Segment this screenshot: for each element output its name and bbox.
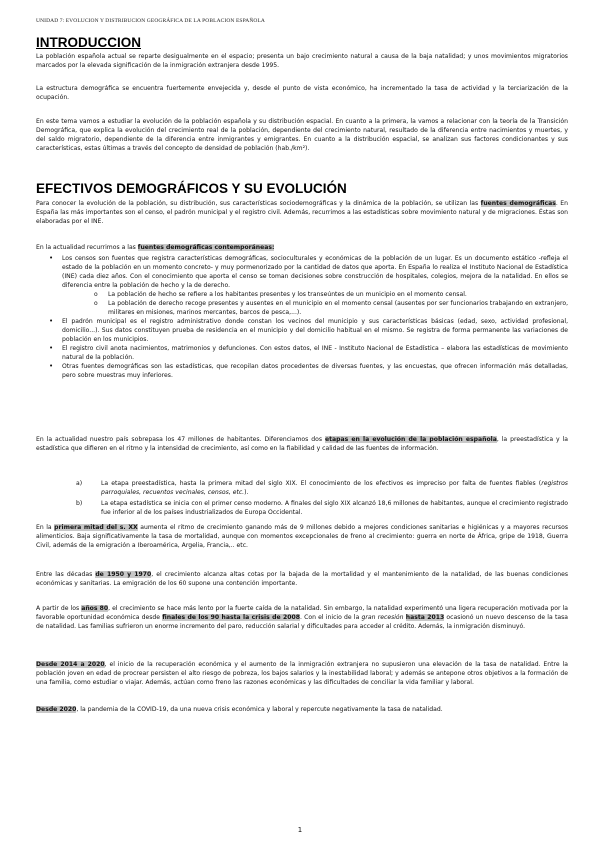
etapa-preestadistica: a) La etapa preestadística, hasta la primera mitad del siglo XIX. El conocimiento de los efectivos es impreciso por falta de fuentes fiables (registros parroquiales, recuentos vecinales, censos, etc.). [76, 480, 568, 496]
efectivos-paragraph-4: En la primera mitad del s. XX aumenta el ritmo de crecimiento ganando más de 9 millones debido a mejores condiciones sanitarias e higiénicas y a mayores recursos alimenticios. Baja significativamente la tasa de mortalidad, aunque con momentos excepcionales de freno al crecimiento: guerra en norte de África, gripe de 1918, Guerra Civil, además de la emigración a Iberoamérica, Argelia, Francia,.. etc. [36, 524, 568, 549]
list-item-otras-fuentes: • Otras fuentes demográficas son las estadísticas, que recopilan datos procedentes de diversas fuentes, y las encuestas, que ofrecen información más detalladas, pero sobre muestras muy inferiores. [62, 362, 568, 380]
etapa-estadistica: b) La etapa estadística se inicia con el primer censo moderno. A finales del siglo XIX alcanzó 18,6 millones de habitantes, aunque el crecimiento registrado fue inferior al de los países industrializados de Europa Occidental. [76, 500, 568, 516]
section-title-introduccion: INTRODUCCION [36, 35, 141, 50]
sublist-poblacion [62, 290, 568, 317]
efectivos-paragraph-1: Para conocer la evolución de la población, su distribución, sus características sociodemográficas y la dinámica de la población, se utilizan las fuentes demográficas. En España las más importantes son el censo, el padrón municipal y el registro civil. Además, recurrimos a las estadísticas sobre movimiento natural y de migraciones. Éstas son elaboradas por el INE. [36, 200, 568, 225]
intro-paragraph-1: La población española actual se reparte desigualmente en el espacio; presenta un bajo crecimiento natural a causa de la baja natalidad; y unos movimientos migratorios marcados por la elevada significación de la inmigración extranjera desde 1995. [36, 53, 568, 69]
list-item-registro-civil: • El registro civil anota nacimientos, matrimonios y defunciones. Con estos datos, el INE - Instituto Nacional de Estadística – elabora las estadísticas de movimiento natural de la población. [62, 344, 568, 362]
page-number: 1 [297, 826, 303, 834]
list-item-padron: • El padrón municipal es el registro administrativo donde constan los vecinos del municipio y sus características básicas (edad, sexo, actividad profesional, domicilio...). Sus datos constituyen prueba de residencia en el municipio y del domicilio habitual en el mismo. Se registra de forma permanente las variaciones de población en los municipios. [62, 317, 568, 344]
section-title-efectivos: EFECTIVOS DEMOGRÁFICOS Y SU EVOLUCIÓN [36, 181, 347, 196]
intro-paragraph-3: En este tema vamos a estudiar la evolución de la población española y su distribución espacial. En cuanto a la primera, la vamos a relacionar con la teoría de la Transición Demográfica, que explica la evolución del crecimiento real de la población, dependiente del crecimiento natural, resultado de la diferencia entre nacimientos y muertes, y del saldo migratorio, dependiente de la diferencia entre inmigrantes y emigrantes. En cuanto a la distribución espacial, se analizan sus factores condicionantes y sus características, estas últimas a través del concepto de densidad de población (hab./km²). [36, 118, 568, 152]
efectivos-paragraph-2: En la actualidad recurrimos a las fuentes demográficas contemporáneas: [36, 244, 275, 251]
efectivos-paragraph-8: Desde 2020, la pandemia de la COVID-19, da una nueva crisis económica y laboral y repercute negativamente la tasa de natalidad. [36, 706, 443, 713]
running-header: UNIDAD 7: EVOLUCION Y DISTRIBUCION GEOGRÁFICA DE LA POBLACION ESPAÑOLA [36, 18, 265, 24]
list-item-poblacion-derecho: o La población de derecho recoge presentes y ausentes en el municipio en el momento censal (ausentes por ser funcionarios trabajando en extranjero, militares en misiones, marinos mercantes, barcos de pesca,...). [108, 299, 568, 317]
efectivos-paragraph-6: A partir de los años 80, el crecimiento se hace más lento por la fuerte caída de la natalidad. Sin embargo, la natalidad experimentó una ligera recuperación motivada por la favorable oportunidad económica desde finales de los 90 hasta la crisis de 2008. Con el inicio de la gran recesión hasta 2013 ocasionó un nuevo descenso de la tasa de natalidad. Las familias sufrieron un enorme incremento del paro, reducción salarial y dificultades para acceder al crédito. Además, la inmigración disminuyó. [36, 605, 568, 630]
list-item-poblacion-hecho: o La población de hecho se refiere a los habitantes presentes y los transeúntes de un municipio en el momento censal. [108, 290, 568, 299]
list-item-censos: • Los censos son fuentes que registra características demográficas, socioculturales y económicas de la población de un lugar. Es un documento estático -refleja el estado de la población en un momento concreto- y muy pormenorizado por la cantidad de datos que aporta. En España lo realiza el Instituto Nacional de Estadística (INE) cada diez años. Con el conocimiento que aporta el censo se toman decisiones sobre construcción de hospitales, colegios, mejora de la natalidad. En ellos se diferencia entre la población de hecho y la de derecho. o La población de hecho se refiere a los habitantes presentes y los transeúntes de un municipio en el momento censal. o La población de derecho recoge presentes y ausentes en el municipio en el momento censal (ausentes por ser funcionarios trabajando en extranjero, militares en misiones, marinos mercantes, barcos de pesca,...). [62, 254, 568, 317]
efectivos-paragraph-5: Entre las décadas de 1950 y 1970, el crecimiento alcanza altas cotas por la bajada de la mortalidad y el mantenimiento de la natalidad, de las buenas condiciones económicas y sanitarias. La emigración de los 60 supone una contención importante. [36, 571, 568, 587]
efectivos-paragraph-7: Desde 2014 a 2020, el inicio de la recuperación económica y el aumento de la inmigración extranjera no supusieron una elevación de la tasa de natalidad. Entre la población joven en edad de procrear persisten el alto riesgo de pobreza, los bajos salarios y la inestabilidad laboral; y además se antepone otros objetivos a la formación de una familia, como estudiar o viajar. Además, actúan como freno las razones económicas y las dificultades de conciliar la vida familiar y laboral. [36, 661, 568, 686]
sources-list [62, 254, 568, 380]
efectivos-paragraph-3: En la actualidad nuestro país sobrepasa los 47 millones de habitantes. Diferenciamos dos etapas en la evolución de la población española, la preestadística y la estadística que difieren en el ritmo y la intensidad de crecimiento, así como en la fiabilidad y calidad de las fuentes de información. [36, 436, 568, 452]
intro-paragraph-2: La estructura demográfica se encuentra fuertemente envejecida y, desde el punto de vista económico, ha incrementado la tasa de actividad y la terciarización de la ocupación. [36, 85, 568, 101]
etapas-list [76, 479, 568, 517]
